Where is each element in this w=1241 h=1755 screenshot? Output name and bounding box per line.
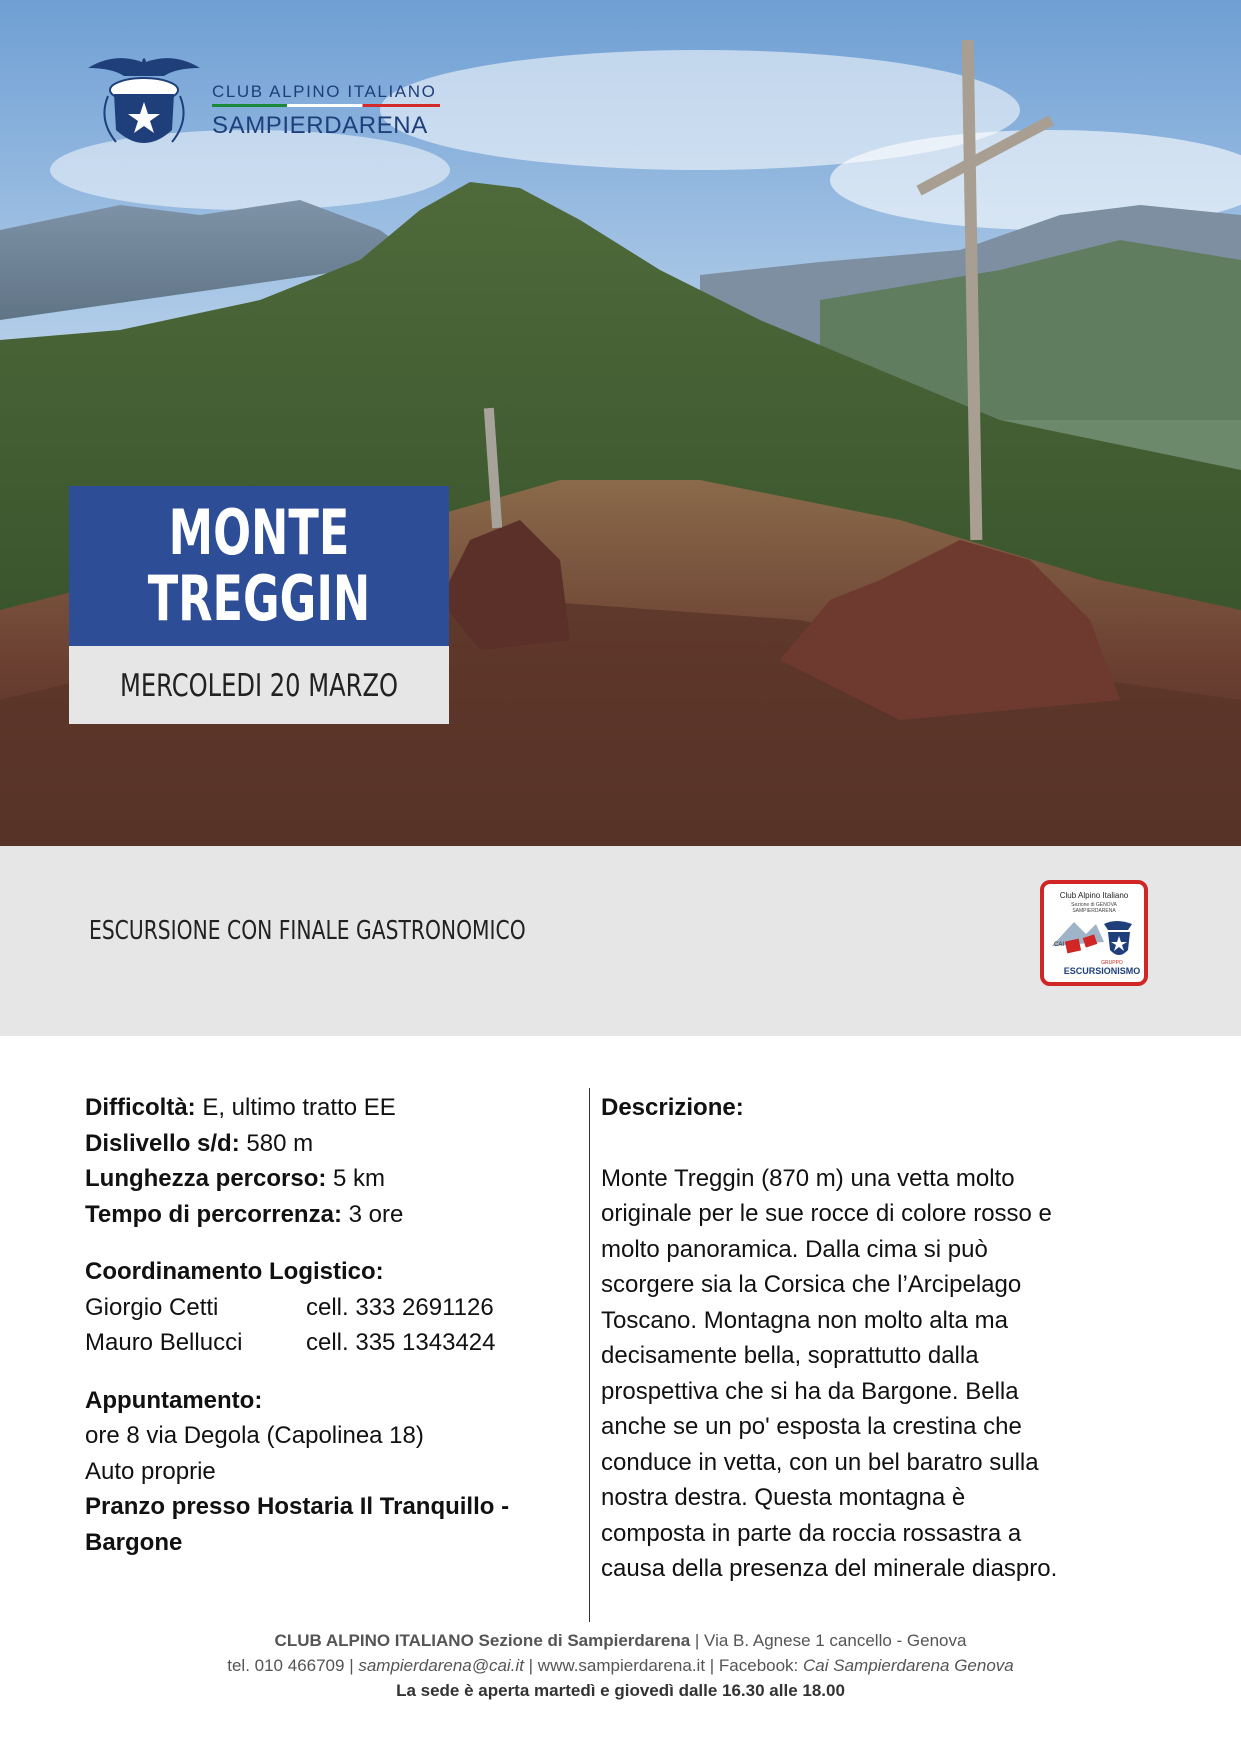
description-line: originale per le sue rocce di colore rosso e [601,1200,1052,1227]
footer-email[interactable]: sampierdarena@cai.it [358,1656,524,1675]
description-line: composta in parte da roccia rossastra a [601,1519,1022,1547]
description-line: molto panoramica. Dalla cima si può [601,1235,988,1263]
event-title-line1: MONTE [168,496,350,569]
contact-phone: cell. 333 2691126 [306,1293,494,1321]
event-date-box [69,646,449,724]
italian-flag-line [212,104,440,107]
logistics-heading: Coordinamento Logistico: [85,1258,384,1285]
logo-club-name: CLUB ALPINO ITALIANO [212,82,437,101]
time-label: Tempo di percorrenza: [85,1200,342,1228]
footer-facebook[interactable]: Cai Sampierdarena Genova [803,1656,1014,1675]
description-body [601,1161,1121,1587]
description-line: conduce in vetta, con un bel baratro sulla [601,1448,1039,1476]
subtitle-band [0,846,1241,1036]
difficulty-value: E, ultimo tratto EE [195,1094,396,1121]
cai-eagle-emblem-icon [84,46,204,162]
column-divider [589,1088,590,1622]
escursionismo-group-logo-icon [1044,884,1144,982]
contact-name: Giorgio Cetti [85,1293,219,1321]
badge-group: GRUPPO [1101,960,1123,966]
footer [0,1628,1241,1703]
cai-sampierdarena-logo [84,46,444,166]
contact-name: Mauro Bellucci [85,1329,243,1356]
event-details [85,1090,565,1560]
length-label: Lunghezza percorso: [85,1165,327,1192]
badge-line2: Sezione di GENOVA [1071,902,1117,908]
difficulty-row [85,1090,565,1126]
length-row [85,1161,565,1197]
footer-line2 [0,1653,1241,1678]
elevation-value: 580 m [239,1129,314,1157]
meeting-place: ore 8 via Degola (Capolinea 18) [85,1422,424,1449]
badge-title: Club Alpino Italiano [1059,891,1129,900]
footer-address: | Via B. Agnese 1 cancello - Genova [690,1631,967,1650]
description-line: scorgere sia la Corsica che l’Arcipelago [601,1271,1022,1298]
description-line: prospettiva che si ha da Bargone. Bella [601,1377,1019,1405]
footer-org: CLUB ALPINO ITALIANO Sezione di Sampierdarena [274,1631,691,1650]
lunch-line1: Pranzo presso Hostaria Il Tranquillo - [85,1493,510,1520]
logo-section-name: SAMPIERDARENA [212,112,428,139]
difficulty-label: Difficoltà: [85,1094,196,1121]
contact-row [85,1290,565,1326]
event-title-box [69,486,449,646]
footer-hours: La sede è aperta martedì e giovedì dalle 16.30 alle 18.00 [396,1681,845,1700]
description-line: causa della presenza del minerale diaspro. [601,1555,1058,1582]
badge-line3: SAMPIERDARENA [1072,908,1116,914]
event-title-line2: TREGGIN [147,562,371,635]
elevation-row [85,1126,565,1162]
badge-cai: CAI [1054,942,1065,948]
description-section [601,1090,1121,1587]
contact-phone: cell. 335 1343424 [306,1329,496,1356]
elevation-label: Dislivello s/d: [85,1129,240,1157]
footer-tel: tel. 010 466709 | [227,1656,359,1675]
footer-line1 [0,1628,1241,1653]
footer-web[interactable]: | www.sampierdarena.it | Facebook: [523,1656,804,1675]
lunch-line2: Bargone [85,1528,183,1556]
description-heading: Descrizione: [601,1094,744,1121]
event-subtitle: ESCURSIONE CON FINALE GASTRONOMICO [89,916,526,946]
badge-group-name: ESCURSIONISMO [1063,966,1141,976]
transport-info: Auto proprie [85,1457,216,1485]
description-line: Monte Treggin (870 m) una vetta molto [601,1164,1015,1192]
description-line: anche se un po' esposta la crestina che [601,1413,1022,1440]
time-row [85,1197,565,1233]
contact-row [85,1325,565,1361]
escursionismo-badge [1040,880,1148,986]
description-line: Toscano. Montagna non molto alta ma [601,1306,1008,1334]
description-line: decisamente bella, soprattutto dalla [601,1342,979,1369]
event-date: MERCOLEDI 20 MARZO [119,668,399,704]
meeting-heading: Appuntamento: [85,1386,263,1414]
time-value: 3 ore [341,1200,404,1228]
length-value: 5 km [326,1165,386,1192]
description-line: nostra destra. Questa montagna è [601,1484,966,1511]
